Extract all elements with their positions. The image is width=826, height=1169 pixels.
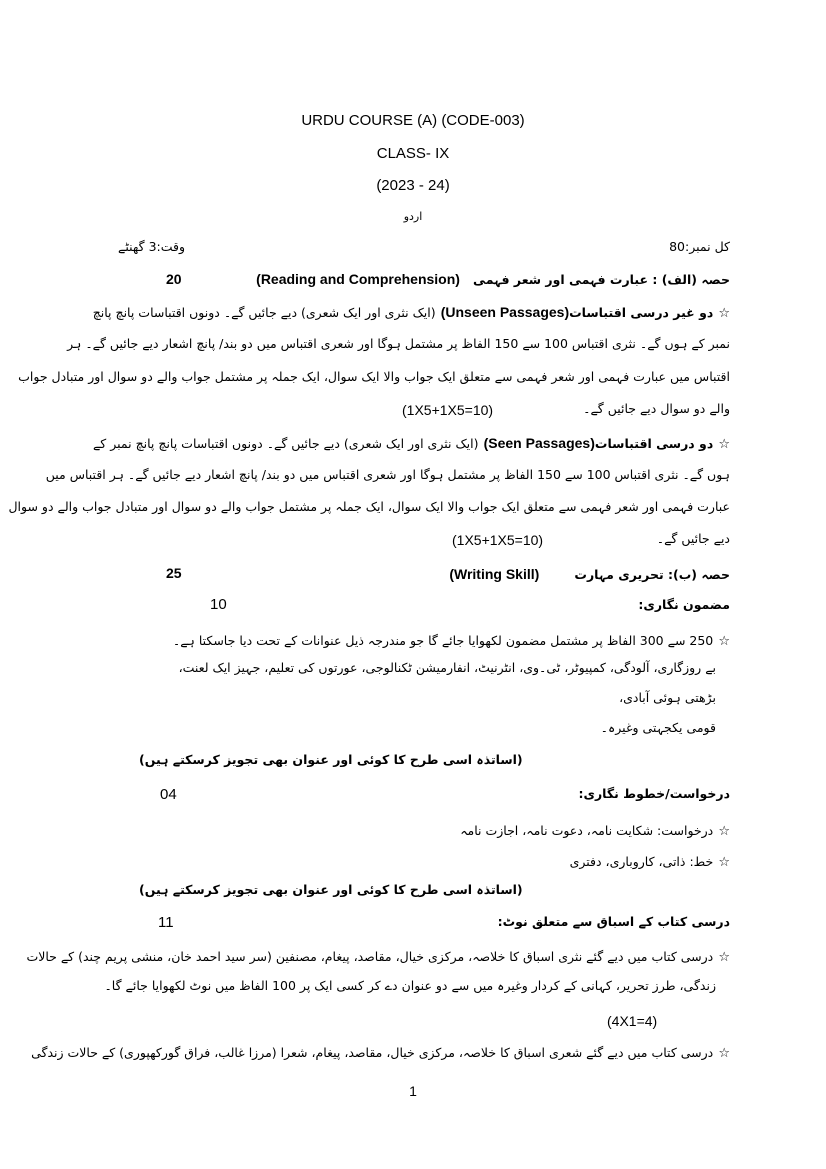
- unseen-marks: (1X5+1X5=10): [402, 402, 494, 418]
- seen-passages-line-1: [93, 433, 730, 452]
- notes-line-3: [31, 1042, 730, 1061]
- seen-line-3: عبارت فہمی اور شعر فہمی سے متعلق ایک جواب والا ایک سوال، ایک جملہ پر مشتمل جواب والے دو سوال اور متبادل جواب والے دو سوال: [8, 499, 730, 514]
- unseen-line-1-text: (ایک نثری اور ایک شعری) دیے جائیں گے۔ دونوں اقتباسات پانچ پانچ: [92, 305, 436, 320]
- section-b-marks: 25: [166, 565, 182, 581]
- unseen-line-2: نمبر کے ہوں گے۔ نثری اقتباس 100 سے 150 الفاظ پر مشتمل ہوگا اور شعری اقتباس میں دو بند/ پانچ اشعار دیے جائیں گے۔ ہر: [67, 336, 730, 351]
- notes-poetry-text: درسی کتاب میں دیے گئے شعری اسباق کا خلاصہ، مرکزی خیال، مقاصد، پیغام، شعرا (مرزا غالب، فراق گورکھپوری) کے حالات زندگی: [31, 1045, 714, 1060]
- essay-note: (اساتذہ اسی طرح کا کوئی اور عنوان بھی تجویز کرسکتے ہیں): [139, 752, 523, 767]
- seen-line-1-text: (ایک نثری اور ایک شعری) دیے جائیں گے۔ دونوں اقتباسات پانچ پانچ نمبر کے: [92, 436, 479, 451]
- star-icon: ☆: [718, 855, 730, 870]
- unseen-line-4: والے دو سوال دیے جائیں گے۔: [583, 401, 730, 416]
- notes-formula: (4X1=4): [607, 1013, 658, 1029]
- notes-line-2: زندگی، طرز تحریر، کہانی کے کردار وغیرہ میں سے دو عنوان دے کر کسی ایک پر 100 الفاظ میں نوٹ لکھوایا جائے گا۔: [104, 978, 716, 993]
- star-icon: ☆: [718, 1046, 730, 1061]
- seen-line-2: ہوں گے۔ نثری اقتباس 100 سے 150 الفاظ پر مشتمل ہوگا اور شعری اقتباس میں دو بند/ پانچ اشعار دیے جائیں گے۔ ہر اقتباس میں: [45, 467, 730, 482]
- seen-title-english: (Seen Passages): [483, 435, 595, 451]
- total-marks: کل نمبر:80: [669, 239, 730, 254]
- notes-marks: 11: [158, 914, 174, 931]
- seen-line-4: دیے جائیں گے۔: [656, 531, 730, 546]
- unseen-passages-line-1: [93, 302, 730, 321]
- letter-note: (اساتذہ اسی طرح کا کوئی اور عنوان بھی تجویز کرسکتے ہیں): [139, 882, 523, 897]
- seen-title-urdu: دو درسی اقتباسات: [594, 436, 714, 451]
- section-b-heading: [449, 564, 730, 583]
- essay-topics-3: قومی یکجہتی وغیرہ۔: [600, 720, 716, 735]
- class-label: CLASS- IX: [376, 145, 450, 162]
- letter-marks: 04: [160, 786, 177, 803]
- section-b-heading-english: (Writing Skill): [449, 566, 540, 582]
- unseen-title-english: (Unseen Passages): [440, 304, 570, 320]
- section-a-heading-english: (Reading and Comprehension): [256, 271, 460, 287]
- notes-line-1: [26, 946, 730, 965]
- urdu-title: اردو: [403, 210, 423, 223]
- page-number: 1: [409, 1083, 417, 1099]
- letter-title: درخواست/خطوط نگاری:: [578, 786, 730, 801]
- star-icon: ☆: [718, 306, 730, 321]
- star-icon: ☆: [718, 950, 730, 965]
- notes-prose-text: درسی کتاب میں دیے گئے نثری اسباق کا خلاصہ، مرکزی خیال، مقاصد، پیغام، مصنفین (سر سید احمد خان، منشی پریم چند) کے حالات: [26, 949, 714, 964]
- unseen-title-urdu: دو غیر درسی اقتباسات: [569, 305, 714, 320]
- section-a-heading: [256, 269, 730, 288]
- time-allowed: وقت:3 گھنٹے: [118, 239, 186, 254]
- letter-types: خط: ذاتی، کاروباری، دفتری: [569, 854, 714, 869]
- letter-line-2: [570, 851, 730, 870]
- essay-topics-1: بے روزگاری، آلودگی، کمپیوٹر، ٹی۔وی، انٹرنیٹ، انفارمیشن ٹکنالوجی، عورتوں کی تعلیم، جہیز ایک لعنت،: [178, 660, 716, 675]
- essay-marks: 10: [210, 596, 227, 613]
- essay-title: مضمون نگاری:: [638, 597, 730, 612]
- unseen-line-3: اقتباس میں عبارت فہمی اور شعر فہمی سے متعلق ایک جواب والا ایک سوال، ایک جملہ پر مشتمل جواب والے دو سوال اور متبادل جواب: [18, 369, 730, 384]
- essay-line-1: [173, 630, 730, 649]
- star-icon: ☆: [718, 437, 730, 452]
- essay-instruction: 250 سے 300 الفاظ پر مشتمل مضمون لکھوایا جائے گا جو مندرجہ ذیل عنوانات کے تحت دیا جاسکتا ہے۔: [172, 633, 714, 648]
- letter-line-1: [460, 820, 730, 839]
- section-a-heading-urdu: حصہ (الف) : عبارت فہمی اور شعر فہمی: [473, 272, 730, 287]
- notes-title: درسی کتاب کے اسباق سے متعلق نوٹ:: [497, 914, 730, 929]
- section-b-heading-urdu: حصہ (ب): تحریری مہارت: [574, 567, 730, 582]
- course-title: URDU COURSE (A) (CODE-003): [301, 112, 525, 129]
- section-a-marks: 20: [166, 271, 182, 287]
- letter-application-types: درخواست: شکایت نامہ، دعوت نامہ، اجازت نامہ: [460, 823, 714, 838]
- essay-topics-2: بڑھتی ہوئی آبادی،: [619, 690, 716, 705]
- star-icon: ☆: [718, 634, 730, 649]
- session-label: (2023 - 24): [376, 177, 450, 194]
- star-icon: ☆: [718, 824, 730, 839]
- seen-marks: (1X5+1X5=10): [452, 532, 544, 548]
